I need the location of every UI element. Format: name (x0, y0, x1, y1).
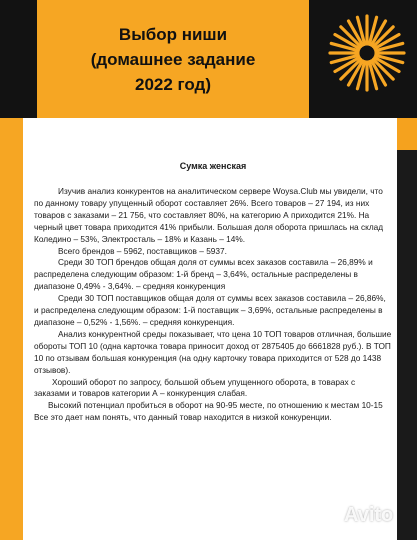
avito-watermark (310, 500, 393, 530)
title-line-1: Выбор ниши (118, 24, 228, 44)
paragraph-top-suppliers: Среди 30 ТОП поставщиков общая доля от суммы всех заказов составила – 26,86%, и распределена следующим образом: 1-й поставщик – 3,69%, остальные распределены в диапазоне – 0,52% - 1,56%. – средняя конкуренция. (34, 293, 386, 327)
document-title: Сумка женская (179, 161, 247, 171)
avito-logo-icon (310, 500, 340, 530)
watermark-text: Avito (344, 503, 394, 526)
title-line-3: 2022 год) (134, 74, 211, 94)
paragraph-analysis: Изучив анализ конкурентов на аналитическом сервере Woysa.Club мы увидели, что по данному товару упущенный оборот составляет 26%. Всего товаров – 27 194, из них товаров с заказами – 21 756, что составляет 80%, на категорию А приходится 21%. На черный цвет товара приходится 41% прибыли. Большая доля оборота пришлась на склад Коледино – 53%, Электросталь – 18% и Казань – 14%. (34, 186, 384, 244)
paragraph-turnover: Хороший оборот по запросу, большой объем упущенного оборота, в товарах с заказами и товаров категории А – конкуренция слабая. (34, 376, 356, 399)
title-card (37, 0, 309, 118)
paragraph-potential: Высокий потенциал пробиться в оборот на 90-95 месте, по отношению к местам 10-15 (48, 400, 383, 411)
document-body (34, 160, 392, 424)
paragraph-brands-count: Всего брендов – 5962, поставщиков – 5937. (58, 245, 227, 256)
title-line-2: (домашнее задание (90, 49, 256, 69)
paragraph-competition: Анализ конкурентной среды показывает, что цена 10 ТОП товаров отличная, большие обороты ТОП 10 (одна карточка товара приносит доход от 2875405 до 6661828 руб.). В ТОП 10 по отзывам большая конкуренция (на одну карточку товара приходится от 528 до 1438 отзывов). (34, 328, 392, 375)
left-accent-strip (0, 118, 23, 540)
sunburst-icon (328, 14, 406, 92)
paragraph-top-brands: Среди 30 ТОП брендов общая доля от суммы всех заказов составила – 26,89% и распределена следующим образом: 1-й бренд – 3,64%, остальные распределены в диапазоне 0,49% - 3,64%. – средняя конкуренция (34, 257, 373, 292)
paragraph-conclusion: Все это дает нам понять, что данный товар находится в низкой конкуренции. (34, 412, 332, 423)
right-dark-strip (397, 150, 417, 540)
